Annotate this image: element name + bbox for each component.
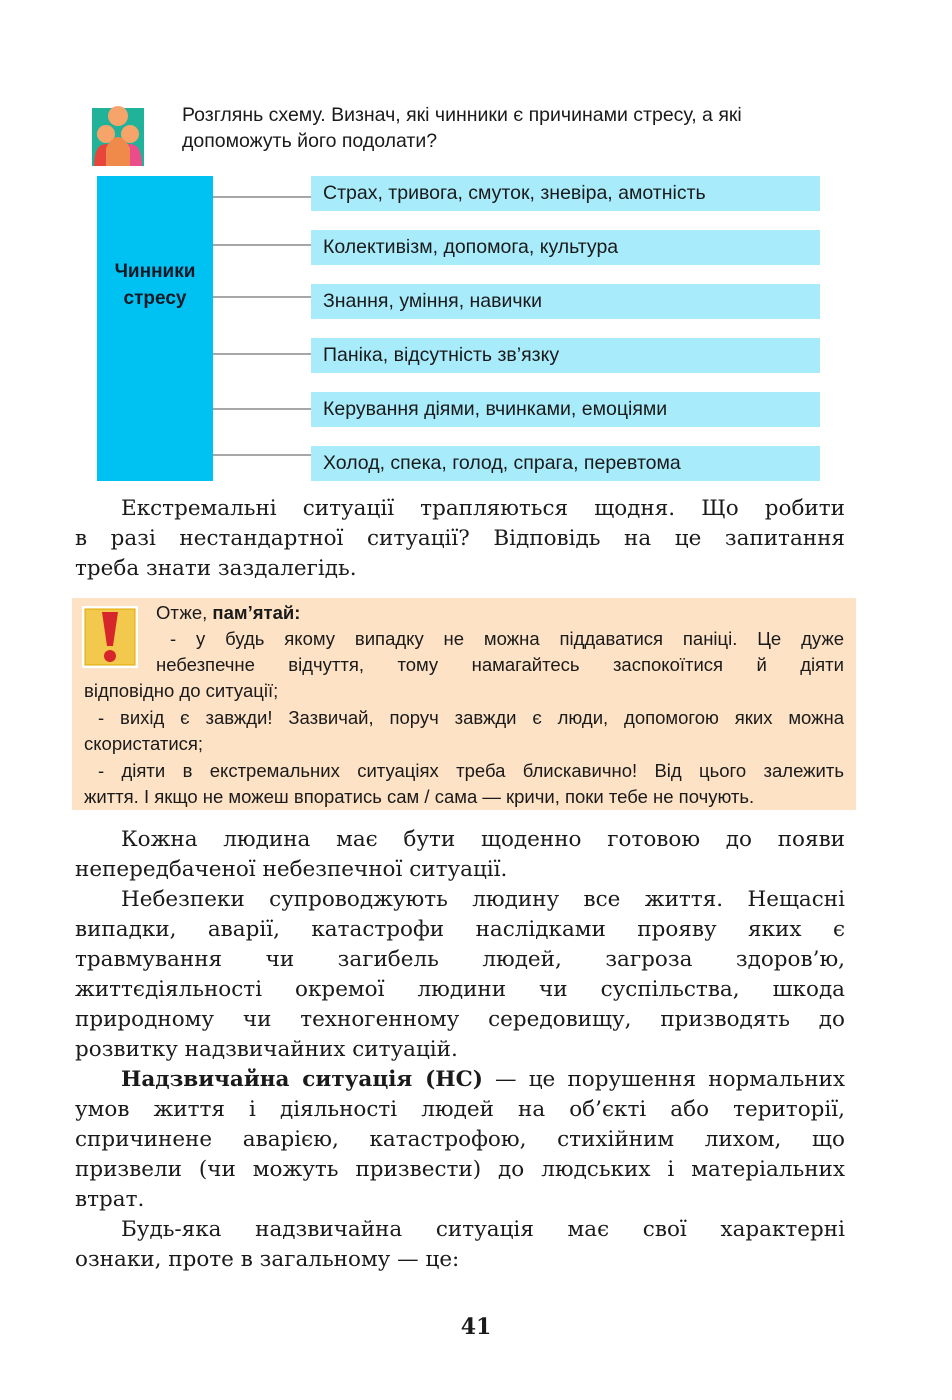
- source-label-line: Чинники: [114, 261, 196, 282]
- remember-box: [72, 598, 856, 810]
- scheme-item: Холод, спека, голод, спрага, перевтома: [311, 446, 820, 481]
- text-line: призвели (чи можуть призвести) до людських і матеріальних: [75, 1157, 845, 1182]
- text-line: Небезпеки супроводжують людину все життя. Нещасні: [121, 887, 845, 912]
- remember-line: - у будь якому випадку не можна піддаватися паніці. Це дуже: [170, 628, 844, 649]
- group-work-icon: [92, 104, 144, 166]
- remember-heading-bold: пам’ятай:: [212, 602, 301, 623]
- page-number: 41: [460, 1314, 492, 1340]
- exclamation-icon: [82, 606, 138, 668]
- scheme-item: Колективізм, допомога, культура: [311, 230, 820, 265]
- text-line: непередбаченої небезпечної ситуації.: [75, 857, 508, 882]
- text-line: умов життя і діяльності людей на об’єкті або території,: [75, 1097, 845, 1122]
- scheme-source-label: [97, 258, 213, 312]
- text-line: життєдіяльності окремої людини чи суспільства, шкода: [75, 977, 845, 1002]
- remember-line: скористатися;: [84, 733, 204, 754]
- paragraph-extreme-situations: [75, 494, 845, 584]
- source-label-line: стресу: [123, 288, 187, 309]
- task-instruction: [182, 102, 862, 154]
- scheme-item: Знання, уміння, навички: [311, 284, 820, 319]
- scheme-item: Страх, тривога, смуток, зневіра, амотність: [311, 176, 820, 211]
- remember-heading: [156, 600, 300, 626]
- paragraph-dangers: [75, 885, 845, 1065]
- text-line: розвитку надзвичайних ситуацій.: [75, 1037, 458, 1062]
- scheme-item: Паніка, відсутність зв’язку: [311, 338, 820, 373]
- remember-line: життя. І якщо не можеш впоратись сам / сама — кричи, поки тебе не почують.: [84, 786, 755, 807]
- text-line: спричинене аварією, катастрофою, стихійним лихом, що: [75, 1127, 845, 1152]
- remember-line: - діяти в екстремальних ситуаціях треба блискавично! Від цього залежить: [98, 760, 844, 781]
- text-line: [75, 1065, 845, 1095]
- remember-line: - вихід є завжди! Зазвичай, поруч завжди є люди, допомогою яких можна: [98, 707, 844, 728]
- task-line: Розглянь схему. Визнач, які чинники є причинами стресу, а які: [182, 104, 742, 126]
- defined-term: Надзвичайна ситуація (НС): [121, 1067, 483, 1092]
- text-line: Будь-яка надзвичайна ситуація має свої характерні: [121, 1217, 845, 1242]
- text-line: випадки, аварії, катастрофи наслідками прояву яких є: [75, 917, 845, 942]
- text-line: травмування чи загибель людей, загроза здоров’ю,: [75, 947, 845, 972]
- definition-start: — це порушення нормальних: [482, 1067, 845, 1092]
- remember-heading-prefix: Отже,: [156, 602, 213, 623]
- scheme-source-block: [97, 176, 213, 481]
- task-line: допоможуть його подолати?: [182, 130, 438, 152]
- text-line: треба знати заздалегідь.: [75, 556, 357, 581]
- remember-line: небезпечне відчуття, тому намагайтесь заспокоїтися й діяти: [156, 654, 844, 675]
- stress-factors-scheme: [97, 176, 821, 481]
- paragraph-definition: [75, 1065, 845, 1215]
- scheme-item: Керування діями, вчинками, емоціями: [311, 392, 820, 427]
- paragraph-readiness: [75, 825, 845, 885]
- remember-line: відповідно до ситуації;: [84, 680, 279, 701]
- text-line: Екстремальні ситуації трапляються щодня. Що робити: [121, 496, 845, 521]
- text-line: в разі нестандартної ситуації? Відповідь на це запитання: [75, 526, 845, 551]
- text-line: втрат.: [75, 1187, 145, 1212]
- text-line: природному чи техногенному середовищу, призводять до: [75, 1007, 845, 1032]
- text-line: ознаки, проте в загальному — це:: [75, 1247, 460, 1272]
- paragraph-features: [75, 1215, 845, 1275]
- text-line: Кожна людина має бути щоденно готовою до появи: [121, 827, 845, 852]
